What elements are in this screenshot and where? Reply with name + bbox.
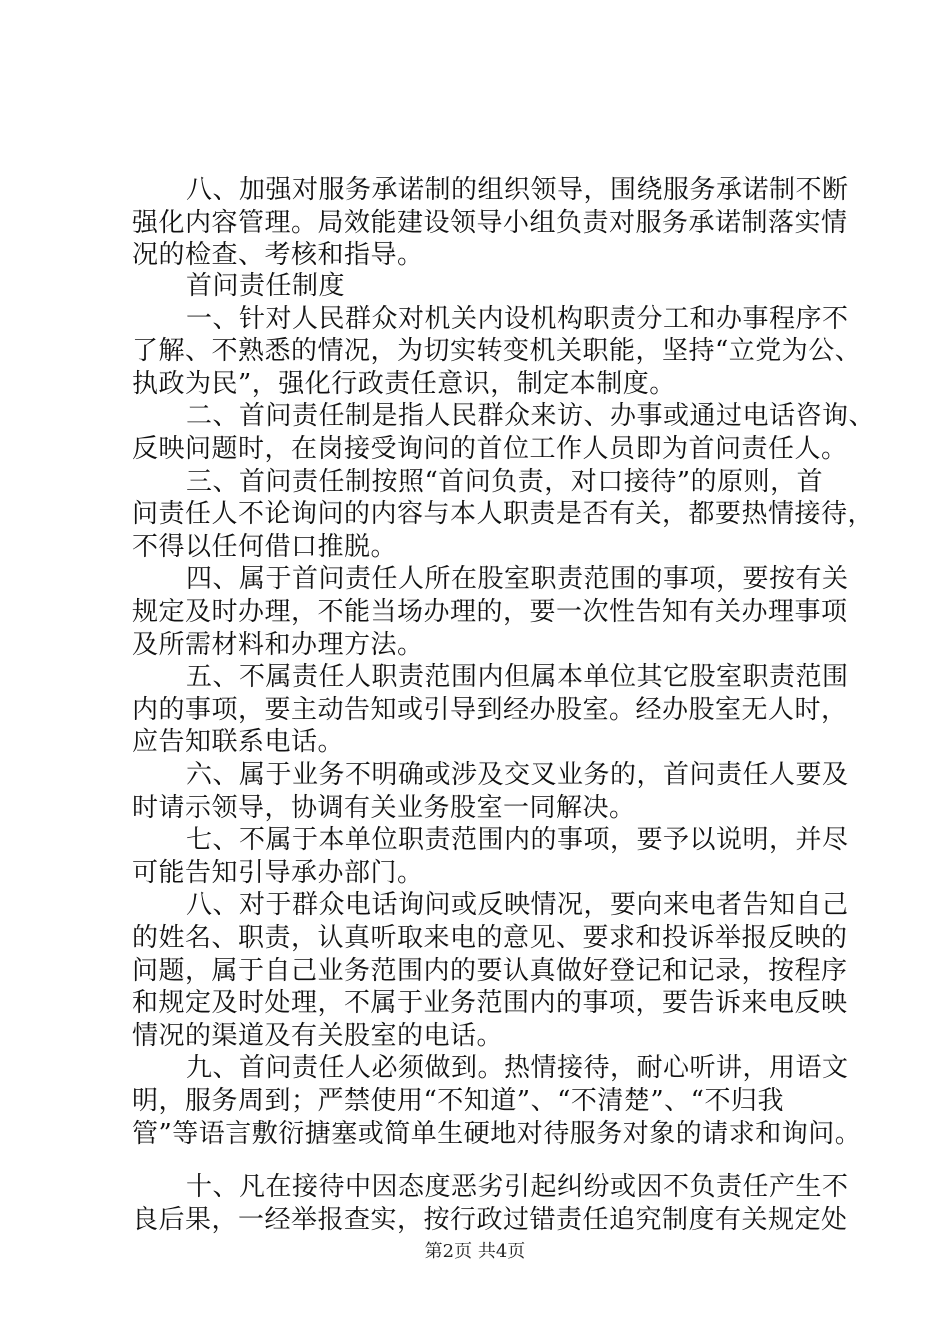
text-line: 强化内容管理。局效能建设领导小组负责对服务承诺制落实情: [132, 208, 848, 238]
text-line: 八、对于群众电话询问或反映情况，要向来电者告知自己: [186, 890, 849, 920]
text-line: 五、不属责任人职责范围内但属本单位其它股室职责范围: [186, 662, 849, 692]
text-line: 和规定及时处理，不属于业务范围内的事项，要告诉来电反映: [132, 988, 848, 1018]
text-line: 时请示领导，协调有关业务股室一同解决。: [132, 793, 636, 823]
text-line: 应告知联系电话。: [132, 727, 345, 757]
text-line: 不得以任何借口推脱。: [132, 532, 398, 562]
text-line: 一、针对人民群众对机关内设机构职责分工和办事程序不: [186, 304, 849, 334]
text-line: 的姓名、职责，认真听取来电的意见、要求和投诉举报反映的: [132, 923, 848, 953]
text-line: 问责任人不论询问的内容与本人职责是否有关，都要热情接待，: [132, 499, 875, 529]
text-line: 三、首问责任制按照“首问负责，对口接待”的原则，首: [186, 467, 824, 497]
text-line: 了解、不熟悉的情况，为切实转变机关职能，坚持“立党为公、: [132, 336, 862, 366]
text-line: 情况的渠道及有关股室的电话。: [132, 1021, 504, 1051]
text-line: 内的事项，要主动告知或引导到经办股室。经办股室无人时，: [132, 695, 848, 725]
text-line: 七、不属于本单位职责范围内的事项，要予以说明，并尽: [186, 825, 849, 855]
text-line: 六、属于业务不明确或涉及交叉业务的，首问责任人要及: [186, 760, 849, 790]
text-line: 十、凡在接待中因态度恶劣引起纠纷或因不负责任产生不: [186, 1172, 849, 1202]
text-line: 反映问题时，在岗接受询问的首位工作人员即为首问责任人。: [132, 434, 848, 464]
text-line: 明，服务周到；严禁使用“不知道”、“不清楚”、“不归我: [132, 1086, 784, 1116]
text-line: 可能告知引导承办部门。: [132, 858, 424, 888]
text-line: 执政为民”，强化行政责任意识，制定本制度。: [132, 369, 676, 399]
page-number-footer: 第2页 共4页: [424, 1241, 526, 1262]
text-line: 及所需材料和办理方法。: [132, 630, 424, 660]
text-line: 规定及时办理，不能当场办理的，要一次性告知有关办理事项: [132, 597, 848, 627]
text-line: 况的检查、考核和指导。: [132, 240, 424, 270]
text-line: 管”等语言敷衍搪塞或简单生硬地对待服务对象的请求和询问。: [132, 1119, 862, 1149]
text-line: 九、首问责任人必须做到。热情接待，耐心听讲，用语文: [186, 1053, 849, 1083]
text-line: 四、属于首问责任人所在股室职责范围的事项，要按有关: [186, 564, 849, 594]
text-line: 八、加强对服务承诺制的组织领导，围绕服务承诺制不断: [186, 175, 849, 205]
text-line: 问题，属于自己业务范围内的要认真做好登记和记录，按程序: [132, 956, 848, 986]
text-line: 良后果，一经举报查实，按行政过错责任追究制度有关规定处: [132, 1205, 848, 1235]
text-line: 二、首问责任制是指人民群众来访、办事或通过电话咨询、: [186, 401, 876, 431]
section-heading: 首问责任制度: [186, 271, 346, 301]
